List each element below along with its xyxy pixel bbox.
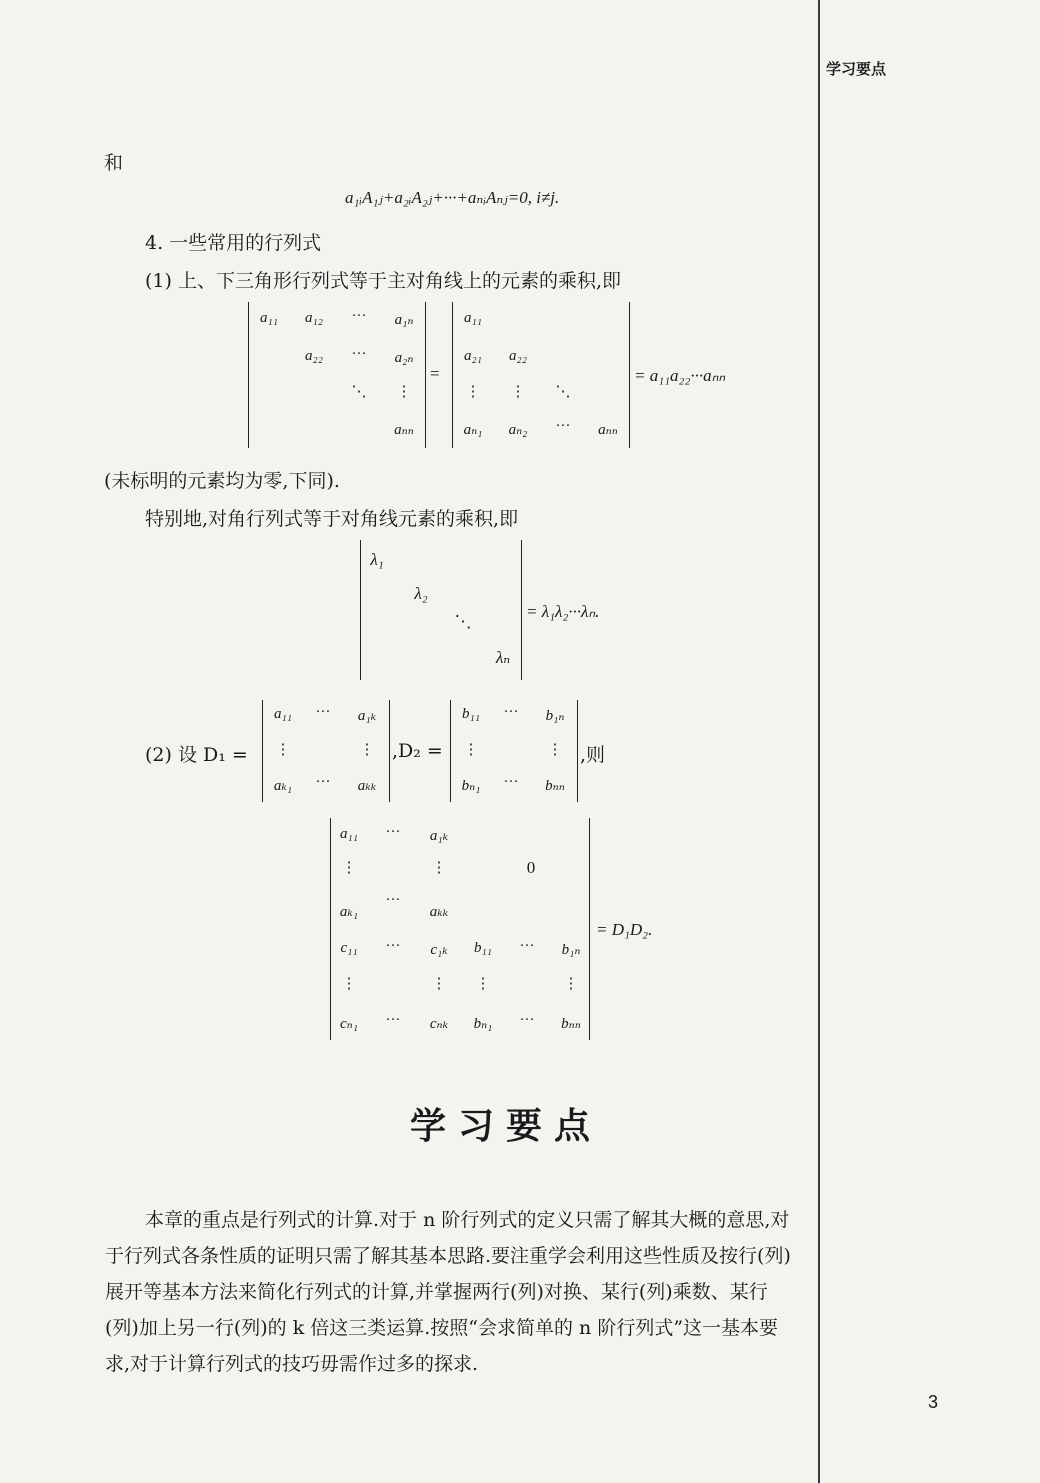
matrix-cell: ⋮ bbox=[431, 976, 447, 992]
item-2-prefix: (2) 设 D₁ = bbox=[145, 744, 248, 766]
matrix-cell: bₙ₁ bbox=[473, 1016, 493, 1032]
matrix-cell: bₙₙ bbox=[545, 778, 565, 794]
matrix-cell: aₙ₂ bbox=[508, 422, 528, 438]
matrix-cell: a₁ₖ bbox=[429, 828, 449, 844]
matrix-cell: aₖₖ bbox=[429, 904, 449, 920]
matrix-cell: aₖ₁ bbox=[339, 904, 359, 920]
matrix-cell: aₙₙ bbox=[394, 422, 414, 438]
matrix-cell: c₁₁ bbox=[340, 940, 358, 956]
matrix-cell: ⋱ bbox=[454, 612, 472, 631]
matrix-cell: ··· bbox=[315, 774, 331, 790]
matrix-cell: ··· bbox=[503, 704, 519, 720]
matrix-cell: ⋮ bbox=[431, 860, 447, 876]
item-4-1-text: (1) 上、下三角形行列式等于主对角线上的元素的乘积,即 bbox=[145, 270, 621, 292]
section-paragraph bbox=[105, 1202, 895, 1382]
item-2-suffix: ,则 bbox=[580, 744, 606, 766]
matrix-cell: b₁ₙ bbox=[561, 942, 581, 958]
matrix-cell: b₁₁ bbox=[474, 940, 492, 956]
matrix-cell: ⋮ bbox=[510, 384, 526, 400]
paragraph-line: (列)加上另一行(列)的 k 倍这三类运算.按照“会求简单的 n 阶行列式”这一基本要 bbox=[105, 1317, 779, 1339]
matrix-cell: ⋱ bbox=[555, 384, 571, 400]
matrix-cell: ⋮ bbox=[465, 384, 481, 400]
matrix-cell: ··· bbox=[315, 704, 331, 720]
matrix-cell: λₙ bbox=[495, 648, 511, 667]
matrix-cell: a₂ₙ bbox=[394, 350, 414, 366]
equals-sign: = bbox=[430, 364, 440, 383]
matrix-cell: ··· bbox=[351, 308, 367, 324]
matrix-cell: ⋮ bbox=[341, 860, 357, 876]
matrix-cell: ⋮ bbox=[275, 742, 291, 758]
eq4-rhs: = D₁D₂. bbox=[596, 920, 653, 939]
matrix-cell: aₙ₁ bbox=[463, 422, 483, 438]
matrix-cell: λ₁ bbox=[370, 550, 384, 569]
matrix-cell: a₂₁ bbox=[464, 348, 482, 364]
upper-triangular-determinant bbox=[248, 302, 426, 448]
diagonal-determinant bbox=[360, 540, 522, 680]
matrix-cell: a₁₁ bbox=[274, 706, 292, 722]
paragraph-line: 展开等基本方法来简化行列式的计算,并掌握两行(列)对换、某行(列)乘数、某行 bbox=[105, 1281, 768, 1303]
item-4-heading: 4. 一些常用的行列式 bbox=[145, 232, 322, 254]
matrix-cell: aₖ₁ bbox=[273, 778, 293, 794]
matrix-cell: a₂₂ bbox=[305, 348, 323, 364]
matrix-cell: cₙ₁ bbox=[340, 1016, 358, 1032]
matrix-cell: a₁ₖ bbox=[357, 708, 377, 724]
matrix-cell: aₖₖ bbox=[357, 778, 377, 794]
matrix-cell: a₁₁ bbox=[340, 826, 358, 842]
matrix-cell: 0 bbox=[526, 858, 536, 877]
eq1-rhs: = a₁₁a₂₂···aₙₙ bbox=[634, 366, 726, 385]
matrix-cell: ··· bbox=[385, 892, 401, 908]
text-he: 和 bbox=[104, 152, 124, 174]
matrix-cell: ⋮ bbox=[341, 976, 357, 992]
matrix-cell: λ₂ bbox=[414, 584, 428, 603]
matrix-cell: ··· bbox=[519, 1012, 535, 1028]
matrix-cell: aₙₙ bbox=[598, 422, 618, 438]
matrix-cell: a₁₁ bbox=[464, 310, 482, 326]
lower-triangular-determinant bbox=[452, 302, 630, 448]
matrix-cell: a₁₂ bbox=[305, 310, 323, 326]
matrix-cell: ··· bbox=[555, 418, 571, 434]
section-title: 学习要点 bbox=[410, 1105, 603, 1147]
matrix-cell: ⋱ bbox=[351, 384, 367, 400]
matrix-cell: a₂₂ bbox=[509, 348, 527, 364]
matrix-cell: ⋮ bbox=[563, 976, 579, 992]
matrix-cell: cₙₖ bbox=[429, 1016, 449, 1032]
matrix-cell: ··· bbox=[351, 346, 367, 362]
note-text: (未标明的元素均为零,下同). bbox=[104, 470, 340, 492]
eq2-rhs: = λ₁λ₂···λₙ. bbox=[526, 602, 600, 621]
matrix-cell: b₁ₙ bbox=[545, 708, 565, 724]
matrix-cell: b₁₁ bbox=[462, 706, 480, 722]
matrix-cell: ⋮ bbox=[359, 742, 375, 758]
item-2-mid: ,D₂ = bbox=[392, 740, 443, 762]
matrix-cell: ⋮ bbox=[463, 742, 479, 758]
matrix-cell: ··· bbox=[385, 938, 401, 954]
matrix-cell: ··· bbox=[385, 1012, 401, 1028]
matrix-cell: a₁ₙ bbox=[394, 312, 414, 328]
matrix-cell: bₙₙ bbox=[561, 1016, 581, 1032]
matrix-cell: ⋮ bbox=[547, 742, 563, 758]
running-header: 学习要点 bbox=[826, 60, 887, 78]
block-determinant bbox=[330, 818, 590, 1040]
page-number: 3 bbox=[928, 1392, 939, 1412]
special-text: 特别地,对角行列式等于对角线元素的乘积,即 bbox=[145, 508, 519, 530]
matrix-cell: ··· bbox=[503, 774, 519, 790]
matrix-cell: a₁₁ bbox=[260, 310, 278, 326]
matrix-cell: ⋮ bbox=[396, 384, 412, 400]
paragraph-line: 于行列式各条性质的证明只需了解其基本思路.要注重学会利用这些性质及按行(列) bbox=[105, 1245, 791, 1267]
matrix-cell: c₁ₖ bbox=[430, 942, 448, 958]
paragraph-line: 本章的重点是行列式的计算.对于 n 阶行列式的定义只需了解其大概的意思,对 bbox=[145, 1209, 790, 1231]
matrix-cell: ··· bbox=[519, 938, 535, 954]
matrix-cell: bₙ₁ bbox=[461, 778, 481, 794]
formula-line: a₁ᵢA₁ⱼ+a₂ᵢA₂ⱼ+···+aₙᵢAₙⱼ=0, i≠j. bbox=[345, 188, 560, 207]
matrix-cell: ⋮ bbox=[475, 976, 491, 992]
paragraph-line: 求,对于计算行列式的技巧毋需作过多的探求. bbox=[105, 1353, 479, 1375]
determinant-d2 bbox=[450, 700, 578, 802]
matrix-cell: ··· bbox=[385, 824, 401, 840]
determinant-d1 bbox=[262, 700, 390, 802]
